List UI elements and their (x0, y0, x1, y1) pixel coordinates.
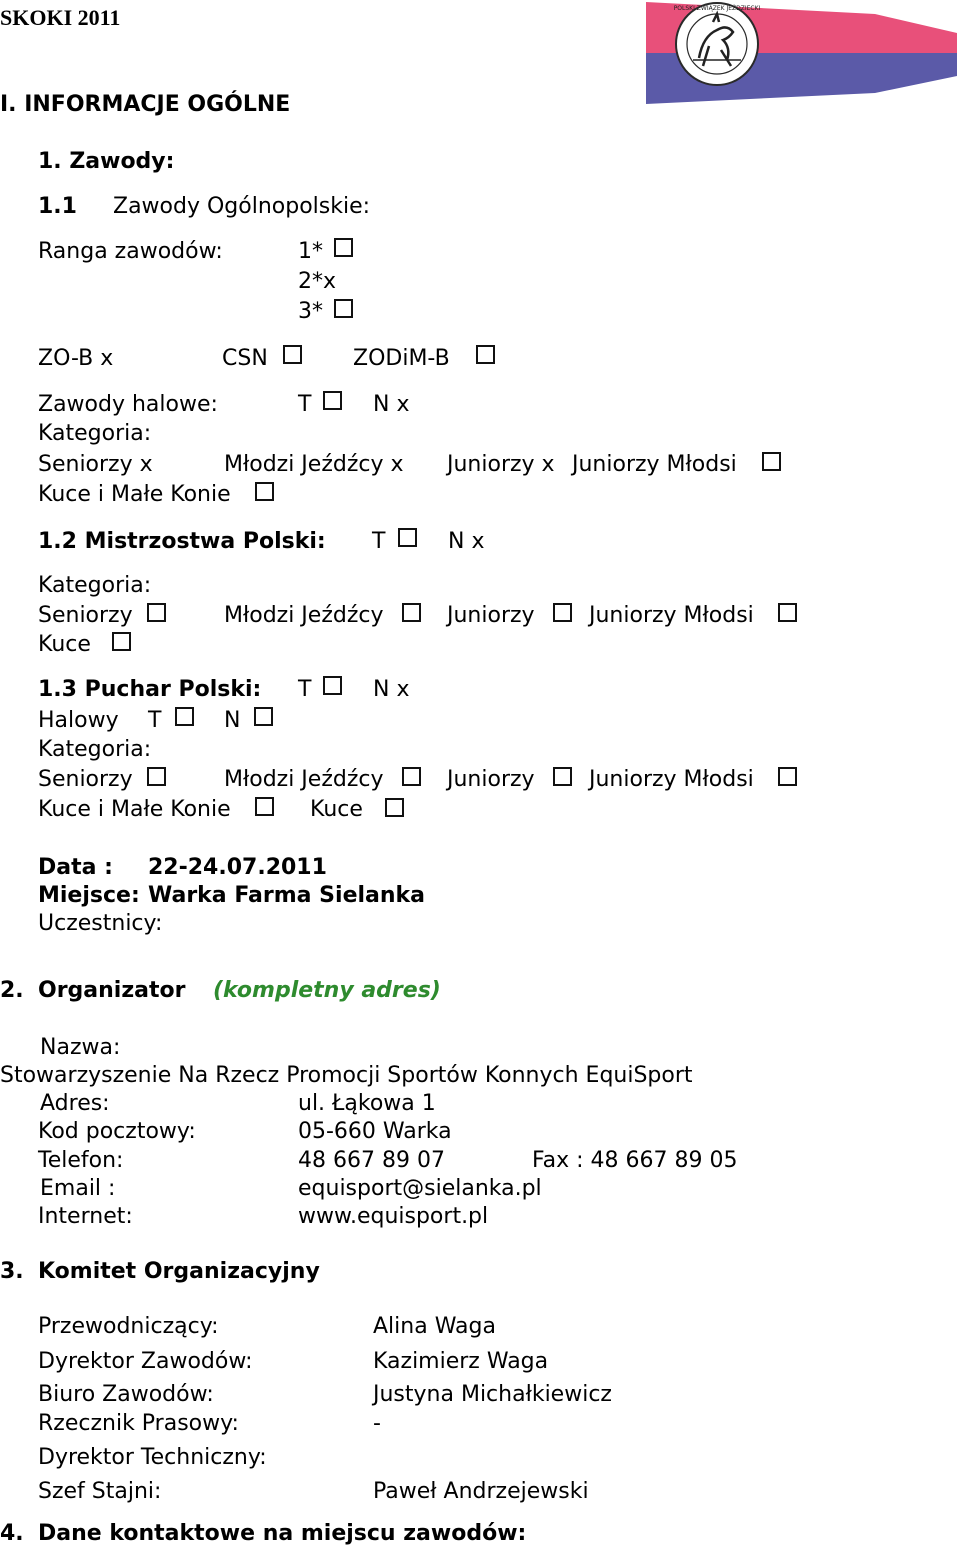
nazwa-value: Stowarzyszenie Na Rzecz Promocji Sportów Konnych EquiSport (0, 1063, 693, 1088)
committee-value: - (373, 1411, 381, 1436)
cat1-mlodzi: Młodzi Jeźdźcy x (224, 452, 404, 477)
logo-text: POLSKI ZWIĄZEK JEŹDZIECKI (673, 5, 761, 12)
cat1-seniorzy: Seniorzy x (38, 452, 153, 477)
halowe-n-x: N x (373, 392, 410, 417)
document-title: SKOKI 2011 (0, 5, 121, 30)
cat3-kuce-checkbox[interactable] (385, 798, 404, 817)
mp-t-label: T (372, 529, 386, 554)
halowy-n-label: N (224, 708, 241, 733)
ranga-1: 1* (298, 239, 323, 264)
committee-label: Przewodniczący: (38, 1314, 219, 1339)
cat2-kuce-checkbox[interactable] (112, 632, 131, 651)
cat3-juniorzy: Juniorzy (447, 767, 535, 792)
cat2-kuce: Kuce (38, 632, 91, 657)
committee-label: Dyrektor Zawodów: (38, 1349, 253, 1374)
committee-label: Rzecznik Prasowy: (38, 1411, 239, 1436)
ranga-label: Ranga zawodów: (38, 239, 223, 264)
s2-subtitle: (kompletny adres) (213, 978, 441, 1003)
miejsce-label: Miejsce: (38, 883, 140, 908)
internet-value[interactable]: www.equisport.pl (298, 1204, 489, 1229)
committee-value: Alina Waga (373, 1314, 496, 1339)
ranga-3-checkbox[interactable] (334, 299, 353, 318)
nazwa-label: Nazwa: (40, 1035, 121, 1060)
ranga-3: 3* (298, 299, 323, 324)
pp-t-checkbox[interactable] (323, 676, 342, 695)
mp-title: 1.2 Mistrzostwa Polski: (38, 529, 326, 554)
cat3-seniorzy-checkbox[interactable] (147, 767, 166, 786)
internet-label: Internet: (38, 1204, 133, 1229)
cat2-juniorzy-mlodsi-checkbox[interactable] (778, 603, 797, 622)
kod-value: 05-660 Warka (298, 1119, 452, 1144)
kategoria-label-1: Kategoria: (38, 421, 152, 446)
cat2-seniorzy: Seniorzy (38, 603, 133, 628)
pp-title: 1.3 Puchar Polski: (38, 677, 262, 702)
pp-t-label: T (298, 677, 312, 702)
zawody-heading: 1. Zawody: (38, 149, 175, 174)
cat3-mlodzi: Młodzi Jeźdźcy (224, 767, 384, 792)
uczestnicy-label: Uczestnicy: (38, 911, 163, 936)
s11-title: Zawody Ogólnopolskie: (113, 194, 371, 219)
cat2-juniorzy-mlodsi: Juniorzy Młodsi (589, 603, 754, 628)
cat1-juniorzy-mlodsi-checkbox[interactable] (762, 452, 781, 471)
pzj-logo (643, 0, 960, 106)
cat1-kuce-checkbox[interactable] (255, 482, 274, 501)
data-value: 22-24.07.2011 (148, 855, 327, 880)
committee-label: Szef Stajni: (38, 1479, 162, 1504)
cat2-juniorzy-checkbox[interactable] (553, 603, 572, 622)
cat2-mlodzi: Młodzi Jeźdźcy (224, 603, 384, 628)
mp-t-checkbox[interactable] (398, 528, 417, 547)
halowe-label: Zawody halowe: (38, 392, 218, 417)
adres-label: Adres: (40, 1091, 110, 1116)
halowy-label: Halowy (38, 708, 119, 733)
csn-checkbox[interactable] (283, 345, 302, 364)
telefon-value: 48 667 89 07 (298, 1148, 445, 1173)
cat2-juniorzy: Juniorzy (447, 603, 535, 628)
telefon-label: Telefon: (38, 1148, 124, 1173)
s2-title: Organizator (38, 978, 186, 1003)
kategoria-label-3: Kategoria: (38, 737, 152, 762)
committee-label: Dyrektor Techniczny: (38, 1445, 267, 1470)
cat3-seniorzy: Seniorzy (38, 767, 133, 792)
fax-value: Fax : 48 667 89 05 (532, 1148, 738, 1173)
halowy-t-label: T (148, 708, 162, 733)
s2-number: 2. (0, 978, 24, 1003)
cat3-kuce-male-checkbox[interactable] (255, 797, 274, 816)
s4-number: 4. (0, 1521, 24, 1546)
adres-value: ul. Łąkowa 1 (298, 1091, 436, 1116)
pp-n-x: N x (373, 677, 410, 702)
zodim-label: ZODiM-B (353, 346, 450, 371)
committee-label: Biuro Zawodów: (38, 1382, 214, 1407)
miejsce-value: Warka Farma Sielanka (148, 883, 426, 908)
cat3-kuce: Kuce (310, 797, 363, 822)
s4-title: Dane kontaktowe na miejscu zawodów: (38, 1521, 527, 1546)
cat2-mlodzi-checkbox[interactable] (402, 603, 421, 622)
cat1-juniorzy: Juniorzy x (447, 452, 555, 477)
cat3-mlodzi-checkbox[interactable] (402, 767, 421, 786)
email-label: Email : (40, 1176, 116, 1201)
cat2-seniorzy-checkbox[interactable] (147, 603, 166, 622)
cat3-juniorzy-checkbox[interactable] (553, 767, 572, 786)
s3-number: 3. (0, 1259, 24, 1284)
cat3-kuce-male: Kuce i Małe Konie (38, 797, 231, 822)
s11-number: 1.1 (38, 194, 77, 219)
csn-label: CSN (222, 346, 268, 371)
kategoria-label-2: Kategoria: (38, 573, 152, 598)
zodim-checkbox[interactable] (476, 345, 495, 364)
cat1-juniorzy-mlodsi: Juniorzy Młodsi (572, 452, 737, 477)
halowy-t-checkbox[interactable] (175, 707, 194, 726)
halowe-t-label: T (298, 392, 312, 417)
halowe-t-checkbox[interactable] (323, 391, 342, 410)
section-heading: I. INFORMACJE OGÓLNE (0, 92, 291, 117)
cat3-juniorzy-mlodsi-checkbox[interactable] (778, 767, 797, 786)
cat1-kuce: Kuce i Małe Konie (38, 482, 231, 507)
kod-label: Kod pocztowy: (38, 1119, 196, 1144)
halowy-n-checkbox[interactable] (254, 707, 273, 726)
committee-value: Justyna Michałkiewicz (373, 1382, 612, 1407)
email-value[interactable]: equisport@sielanka.pl (298, 1176, 542, 1201)
s3-title: Komitet Organizacyjny (38, 1259, 320, 1284)
cat3-juniorzy-mlodsi: Juniorzy Młodsi (589, 767, 754, 792)
committee-value: Paweł Andrzejewski (373, 1479, 589, 1504)
zob-option: ZO-B x (38, 346, 114, 371)
data-label: Data : (38, 855, 113, 880)
ranga-2: 2*x (298, 269, 337, 294)
committee-value: Kazimierz Waga (373, 1349, 549, 1374)
mp-n-x: N x (448, 529, 485, 554)
ranga-1-checkbox[interactable] (334, 238, 353, 257)
